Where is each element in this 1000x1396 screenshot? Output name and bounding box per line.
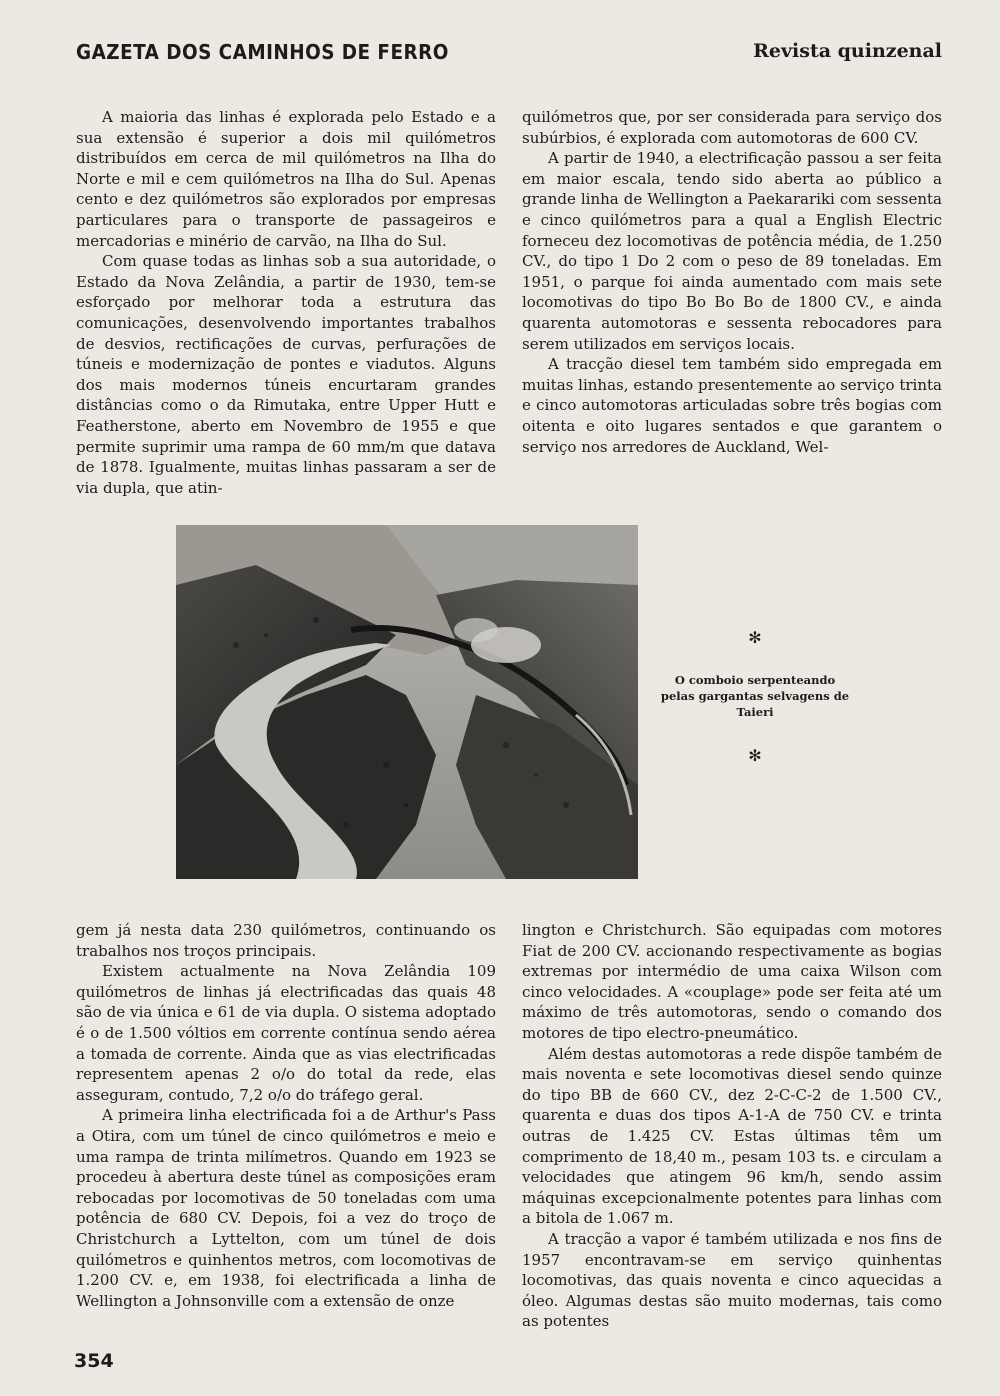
column-bottom-left	[76, 920, 496, 1311]
figure-caption-block	[660, 630, 850, 764]
journal-title: GAZETA DOS CAMINHOS DE FERRO	[76, 40, 449, 64]
figure-caption: O comboio serpenteando pelas gargantas selvagens de Taieri	[660, 673, 850, 719]
paragraph: gem já nesta data 230 quilómetros, continuando os trabalhos nos troços principais.	[76, 921, 496, 960]
paragraph: Existem actualmente na Nova Zelândia 109 quilómetros de linhas já electrificadas das quais 48 são de via única e 61 de via dupla. O sistema adoptado é o de 1.500 vóltios em corrente contínua sendo aérea a tomada de corrente. Ainda que as vias electrificadas representem apenas 2 o/o do total da rede, elas asseguram, contudo, 7,2 o/o do tráfego geral.	[76, 962, 496, 1104]
paragraph: Com quase todas as linhas sob a sua autoridade, o Estado da Nova Zelândia, a partir de 1930, tem-se esforçado por melhorar toda a estrutura das comunicações, desenvolvendo importantes trabalhos de desvios, rectificações de curvas, perfurações de túneis e modernização de pontes e viadutos. Alguns dos mais modernos túneis encurtaram grandes distâncias como o da Rimutaka, entre Upper Hutt e Featherstone, aberto em Novembro de 1955 e que permite suprimir uma rampa de 60 mm/m que datava de 1878. Igualmente, muitas linhas passaram a ser de via dupla, que atin-	[76, 252, 496, 497]
column-top-left	[76, 107, 496, 498]
column-bottom-right	[522, 920, 942, 1332]
paragraph: A partir de 1940, a electrificação passou a ser feita em maior escala, tendo sido aberta ao público a grande linha de Wellington a Paekarariki com sessenta e cinco quilómetros para a qual a English Electric forneceu dez locomotivas de potência média, de 1.250 CV., do tipo 1 Do 2 com o peso de 89 toneladas. Em 1951, o parque foi ainda aumentado com mais sete locomotivas do tipo Bo Bo Bo de 1800 CV., e ainda quarenta automotoras e sessenta rebocadores para serem utilizados em serviços locais.	[522, 149, 942, 353]
ornament-asterisk: ✻	[748, 746, 762, 765]
column-top-right	[522, 107, 942, 457]
paragraph: A tracção a vapor é também utilizada e nos fins de 1957 encontravam-se em serviço quinhentas locomotivas, das quais noventa e cinco aquecidas a óleo. Algumas destas são muito modernas, tais como as potentes	[522, 1229, 942, 1331]
paragraph: Além destas automotoras a rede dispõe também de mais noventa e sete locomotivas diesel sendo quinze do tipo BB de 660 CV., dez 2-C-C-2 de 1.500 CV., quarenta e duas dos tipos A-1-A de 750 CV. e trinta outras de 1.425 CV. Estas últimas têm um comprimento de 18,40 m., pesam 103 ts. e circulam a velocidades que atingem 96 km/h, sendo assim máquinas excepcionalmente potentes para linhas com a bitola de 1.067 m.	[522, 1044, 942, 1228]
paragraph: lington e Christchurch. São equipadas com motores Fiat de 200 CV. accionando respectivamente as bogias extremas por intermédio de uma caixa Wilson com cinco velocidades. A «couplage» pode ser feita até um máximo de três automotoras, sendo o comando dos motores de tipo electro-pneumático.	[522, 921, 942, 1042]
paragraph: A tracção diesel tem também sido empregada em muitas linhas, estando presentemente ao serviço trinta e cinco automotoras articuladas sobre três bogias com oitenta e oito lugares sentados e que garantem o serviço nos arredores de Auckland, Wel-	[522, 355, 942, 456]
journal-subtitle: Revista quinzenal	[753, 40, 942, 62]
photo-illustration	[176, 525, 638, 879]
paragraph: quilómetros que, por ser considerada para serviço dos subúrbios, é explorada com automotoras de 600 CV.	[522, 108, 942, 147]
ornament-asterisk: ✻	[748, 628, 762, 647]
gorge-train-photo	[176, 525, 638, 879]
paragraph: A maioria das linhas é explorada pelo Estado e a sua extensão é superior a dois mil quilómetros distribuídos em cerca de mil quilómetros na Ilha do Norte e mil e cem quilómetros na Ilha do Sul. Apenas cento e dez quilómetros são explorados por empresas particulares para o transporte de passageiros e mercadorias e minério de carvão, na Ilha do Sul.	[76, 108, 496, 250]
paragraph: A primeira linha electrificada foi a de Arthur's Pass a Otira, com um túnel de cinco quilómetros e meio e uma rampa de trinta milímetros. Quando em 1923 se procedeu à abertura deste túnel as composições eram rebocadas por locomotivas de 50 toneladas com uma potência de 680 CV. Depois, foi a vez do troço de Christchurch a Lyttelton, com um túnel de dois quilómetros e quinhentos metros, com locomotivas de 1.200 CV. e, em 1938, foi electrificada a linha de Wellington a Johnsonville com a extensão de onze	[76, 1106, 496, 1310]
page-number: 354	[74, 1350, 114, 1372]
